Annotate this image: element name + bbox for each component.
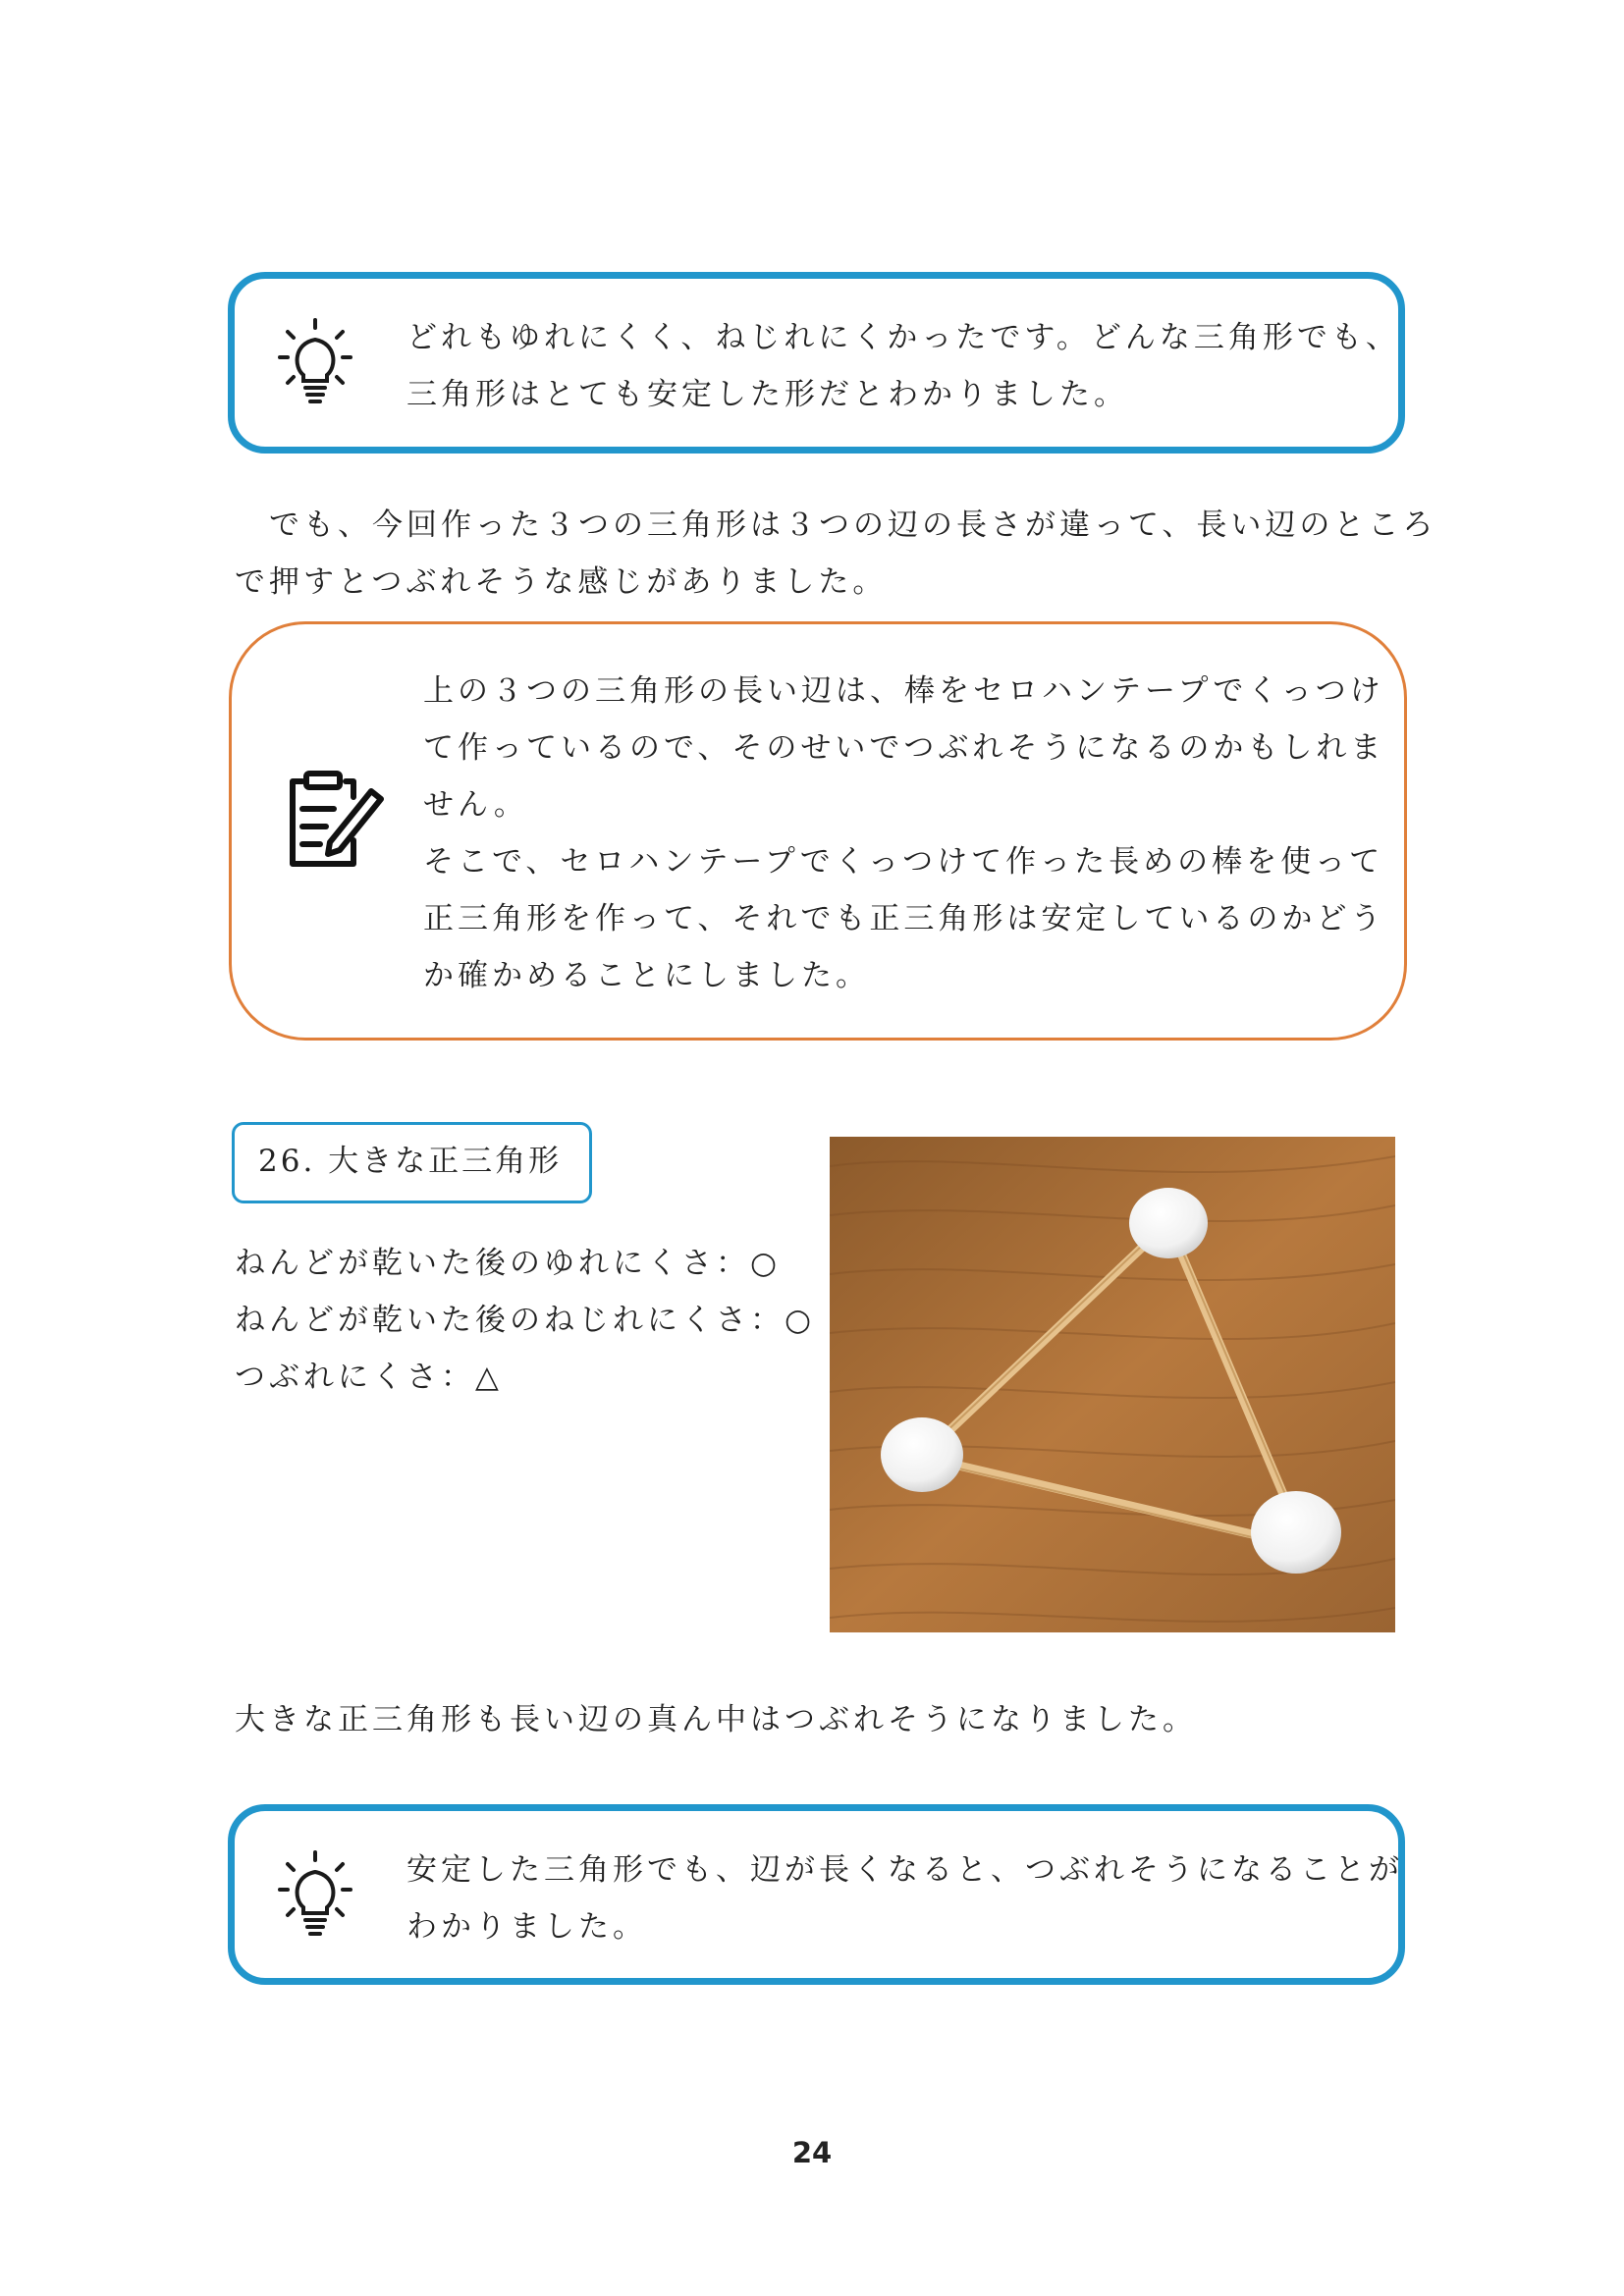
section-heading: 26. 大きな正三角形: [258, 1144, 563, 1179]
paragraph-1-line: で押すとつぶれそうな感じがありました。: [235, 564, 888, 600]
note-line: 上の３つの三角形の長い辺は、棒をセロハンテープでくっつけ: [423, 673, 1384, 709]
callout-bottom-line: わかりました。: [406, 1909, 647, 1945]
callout-bottom-line: 安定した三角形でも、辺が長くなると、つぶれそうになることが: [406, 1852, 1403, 1888]
note-line: せん。: [423, 787, 528, 823]
paragraph-2: 大きな正三角形も長い辺の真ん中はつぶれそうになりました。: [235, 1702, 1197, 1737]
triangle-photo: [830, 1137, 1395, 1632]
note-box: [229, 621, 1407, 1041]
callout-top: [228, 272, 1405, 454]
lightbulb-icon: [278, 318, 352, 408]
clipboard-pencil-icon: [287, 768, 385, 874]
callout-top-text: [406, 309, 1400, 423]
lightbulb-icon: [278, 1850, 352, 1941]
note-line: か確かめることにしました。: [423, 958, 870, 993]
result-item: つぶれにくさ：△: [235, 1360, 503, 1395]
section-heading-box: [232, 1122, 592, 1203]
result-item: ねんどが乾いた後のゆれにくさ：○: [235, 1246, 782, 1281]
callout-top-line: どれもゆれにくく、ねじれにくかったです。どんな三角形でも、: [406, 320, 1400, 355]
callout-bottom: [228, 1804, 1405, 1985]
note-line: て作っているので、そのせいでつぶれそうになるのかもしれま: [423, 730, 1385, 766]
page-number: 24: [791, 2136, 833, 2169]
note-line: そこで、セロハンテープでくっつけて作った長めの棒を使って: [423, 844, 1384, 880]
note-line: 正三角形を作って、それでも正三角形は安定しているのかどう: [423, 901, 1385, 936]
note-text: [423, 663, 1384, 1004]
paragraph-1-line: でも、今回作った３つの三角形は３つの辺の長さが違って、長い辺のところ: [235, 507, 1437, 543]
callout-bottom-text: [406, 1842, 1403, 1955]
callout-top-line: 三角形はとても安定した形だとわかりました。: [406, 377, 1128, 412]
result-item: ねんどが乾いた後のねじれにくさ：○: [235, 1303, 816, 1338]
